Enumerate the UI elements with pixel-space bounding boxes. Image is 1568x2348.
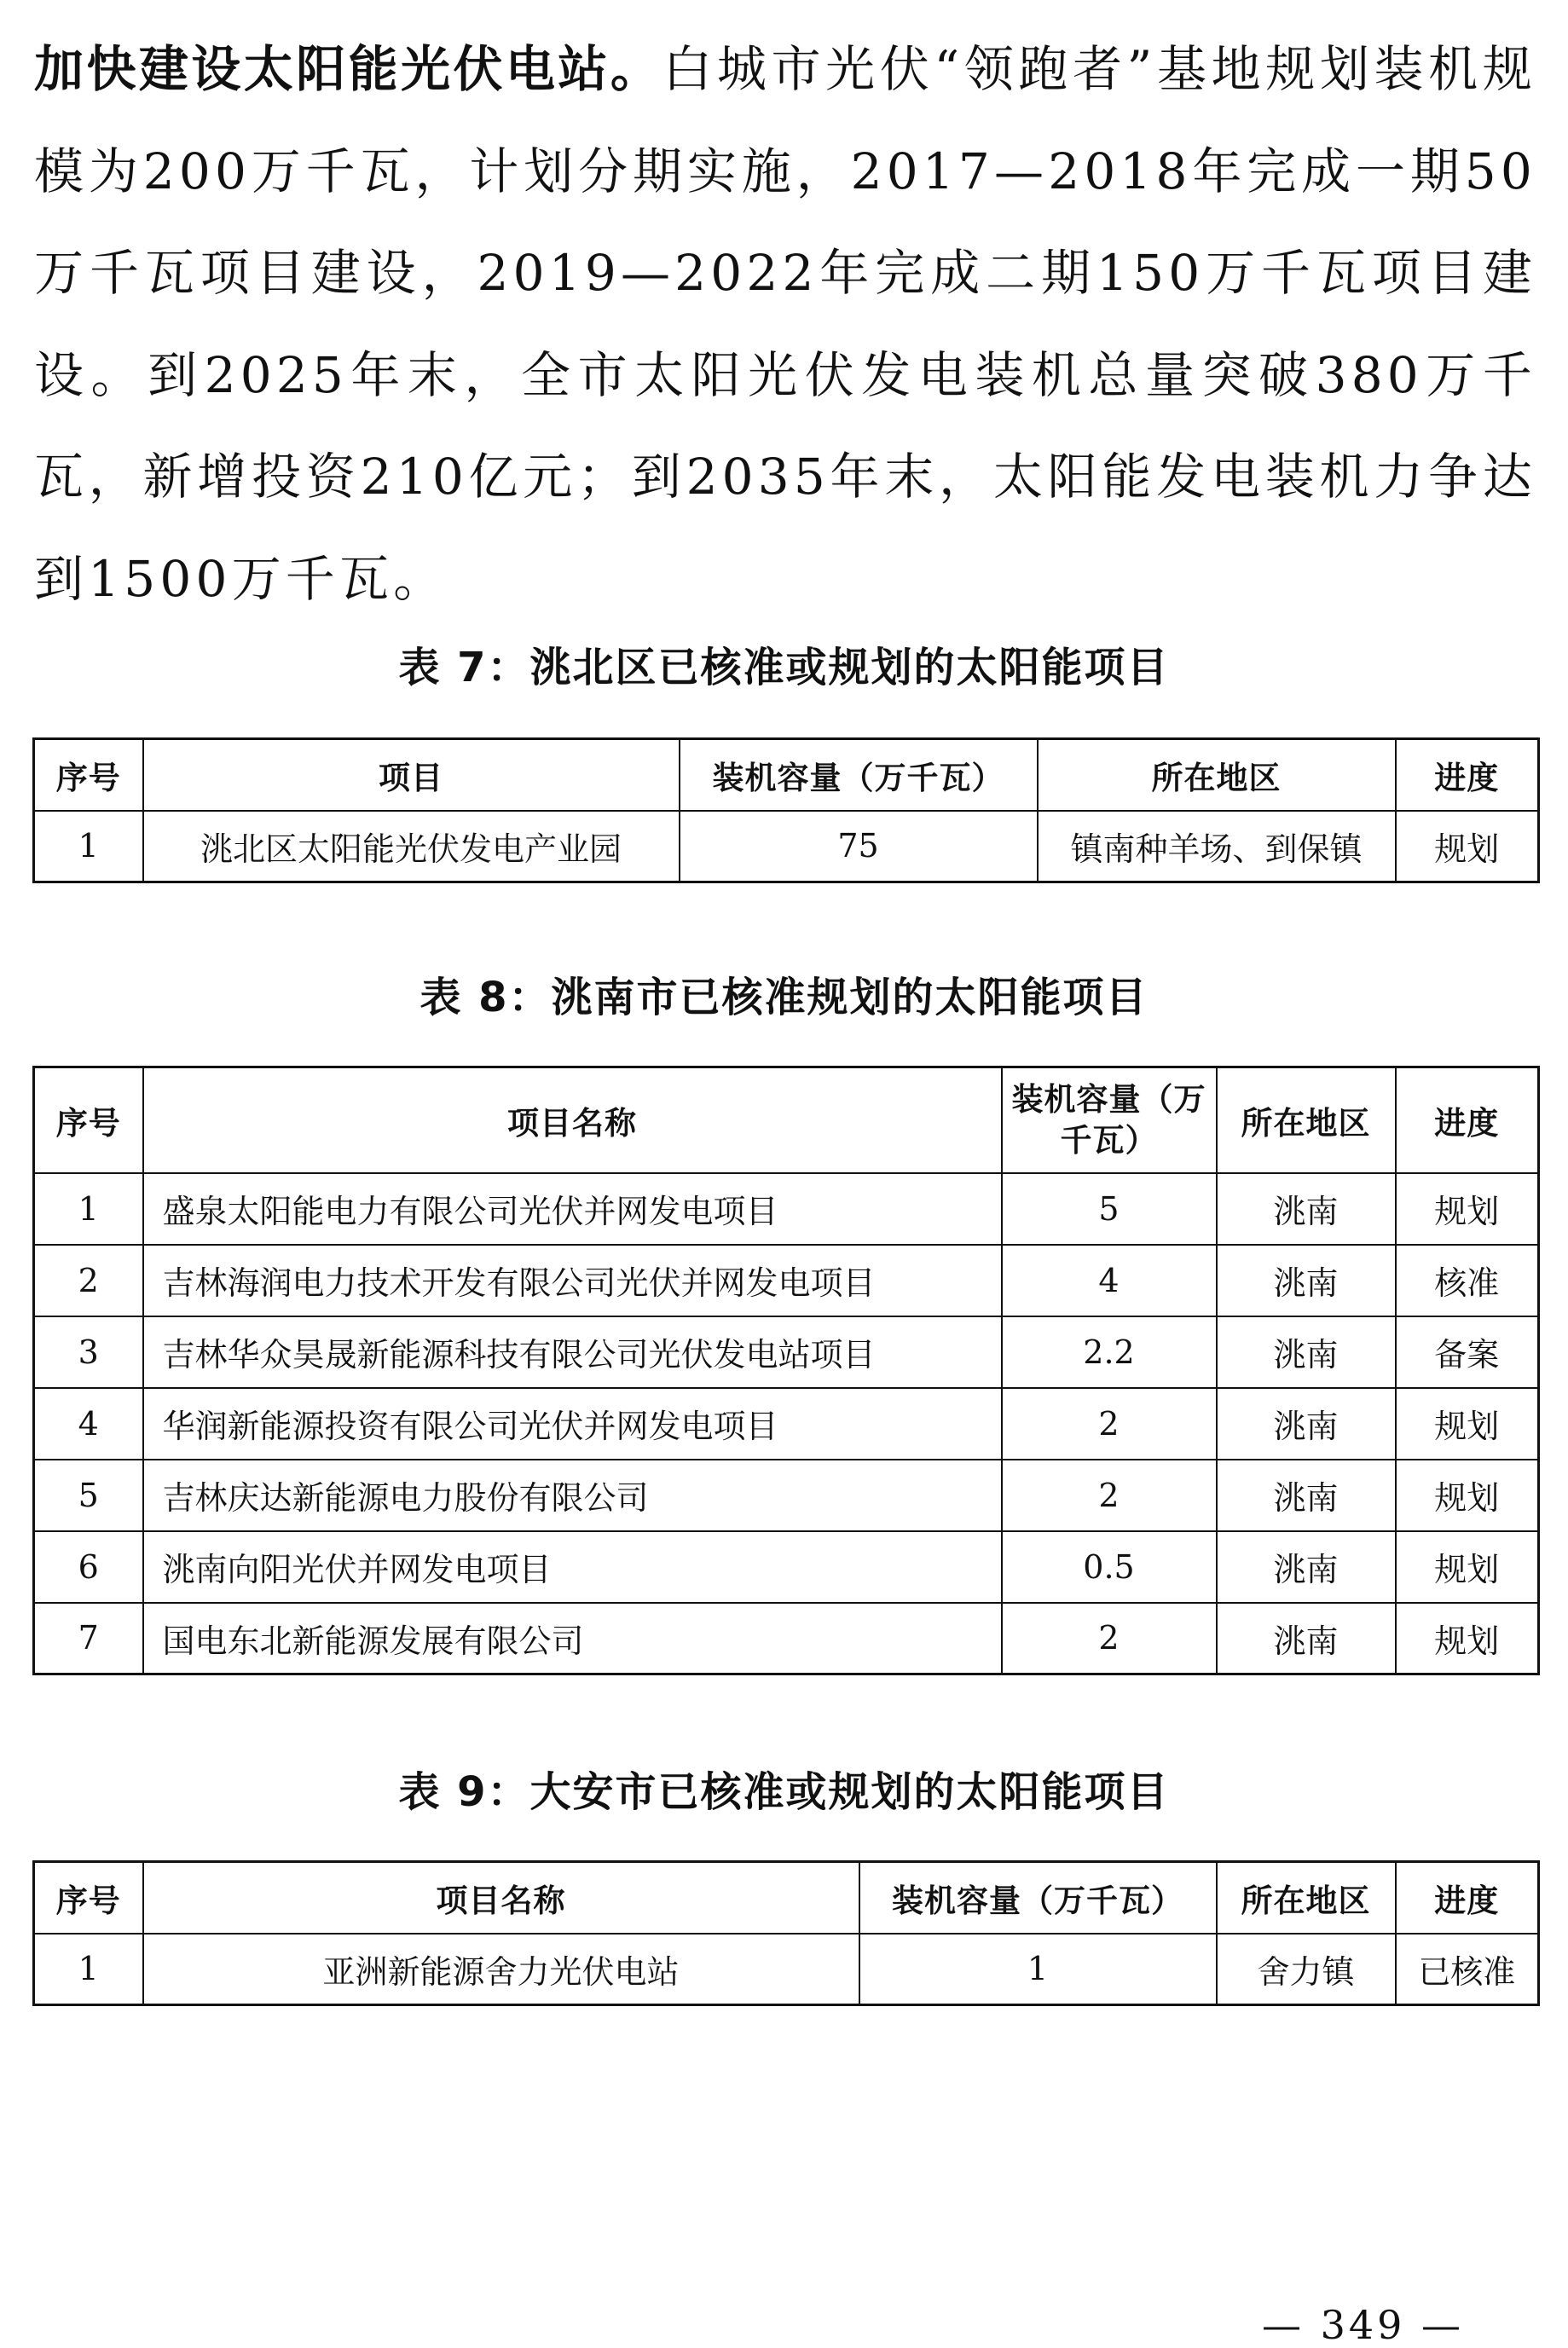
table-cell: 舍力镇 [1217,1934,1396,2005]
table9-caption: 表 9：大安市已核准或规划的太阳能项目 [398,1768,1170,1816]
table-cell: 3 [34,1316,143,1388]
table-cell: 备案 [1396,1316,1539,1388]
table-row [34,811,1539,882]
table-row [34,1603,1539,1674]
table-cell: 吉林海润电力技术开发有限公司光伏并网发电项目 [143,1245,1002,1316]
table-row [34,1388,1539,1460]
table7-header-cell: 进度 [1396,739,1539,811]
table-cell: 7 [34,1603,143,1674]
table9-header-cell: 项目名称 [143,1862,859,1934]
table-cell: 2 [34,1245,143,1316]
table-cell: 洮南 [1217,1245,1396,1316]
table7-header-cell: 所在地区 [1038,739,1396,811]
table7-header-row [34,739,1539,811]
table-cell: 核准 [1396,1245,1539,1316]
table-cell: 1 [859,1934,1217,2005]
table9 [32,1860,1540,2006]
table-cell: 2.2 [1002,1316,1217,1388]
intro-paragraph [34,19,1536,630]
table-cell: 规划 [1396,1603,1539,1674]
table-cell: 规划 [1396,1388,1539,1460]
page-number: — 349 — [1262,2302,1465,2348]
table-cell: 洮南 [1217,1603,1396,1674]
table9-header-row [34,1862,1539,1934]
table-cell: 2 [1002,1460,1217,1531]
table-cell: 2 [1002,1388,1217,1460]
table7-header-cell: 项目 [143,739,680,811]
table-cell: 规划 [1396,1531,1539,1603]
table-cell: 5 [1002,1173,1217,1245]
table-cell: 洮北区太阳能光伏发电产业园 [143,811,680,882]
table-cell: 洮南 [1217,1388,1396,1460]
table-row [34,1173,1539,1245]
table8 [32,1066,1540,1675]
table7-header-cell: 序号 [34,739,143,811]
table-cell: 规划 [1396,811,1539,882]
table9-header-cell: 序号 [34,1862,143,1934]
table-cell: 洮南 [1217,1173,1396,1245]
table7-caption: 表 7：洮北区已核准或规划的太阳能项目 [398,644,1170,691]
table-cell: 已核准 [1396,1934,1539,2005]
table-cell: 1 [34,1173,143,1245]
table-cell: 规划 [1396,1173,1539,1245]
table-cell: 6 [34,1531,143,1603]
table-cell: 洮南 [1217,1316,1396,1388]
table-cell: 吉林华众昊晟新能源科技有限公司光伏发电站项目 [143,1316,1002,1388]
table-cell: 洮南向阳光伏并网发电项目 [143,1531,1002,1603]
paragraph-body: 白城市光伏“领跑者”基地规划装机规模为200万千瓦，计划分期实施，2017—2018年完成一期50万千瓦项目建设，2019—2022年完成二期150万千瓦项目建设。到2025年末，全市太阳光伏发电装机总量突破380万千瓦，新增投资210亿元；到2035年末，太阳能发电装机力争达到1500万千瓦。 [34,40,1536,608]
table-row [34,1316,1539,1388]
table-cell: 4 [1002,1245,1217,1316]
table-cell: 洮南 [1217,1460,1396,1531]
table-cell: 1 [34,811,143,882]
table8-header-cell: 装机容量（万千瓦） [1002,1067,1217,1173]
table8-caption: 表 8：洮南市已核准规划的太阳能项目 [419,974,1149,1021]
table-cell: 盛泉太阳能电力有限公司光伏并网发电项目 [143,1173,1002,1245]
table7-header-cell: 装机容量（万千瓦） [680,739,1038,811]
table8-header-cell: 项目名称 [143,1067,1002,1173]
table-cell: 吉林庆达新能源电力股份有限公司 [143,1460,1002,1531]
table-row [34,1460,1539,1531]
table-cell: 亚洲新能源舍力光伏电站 [143,1934,859,2005]
table-row [34,1245,1539,1316]
table-cell: 镇南种羊场、到保镇 [1038,811,1396,882]
table7 [32,737,1540,883]
table-row [34,1934,1539,2005]
table-cell: 国电东北新能源发展有限公司 [143,1603,1002,1674]
table-cell: 2 [1002,1603,1217,1674]
table-cell: 规划 [1396,1460,1539,1531]
table-cell: 华润新能源投资有限公司光伏并网发电项目 [143,1388,1002,1460]
table-cell: 5 [34,1460,143,1531]
table9-header-cell: 进度 [1396,1862,1539,1934]
table-cell: 75 [680,811,1038,882]
table9-header-cell: 装机容量（万千瓦） [859,1862,1217,1934]
table9-header-cell: 所在地区 [1217,1862,1396,1934]
table8-header-cell: 进度 [1396,1067,1539,1173]
table8-header-cell: 所在地区 [1217,1067,1396,1173]
table-cell: 1 [34,1934,143,2005]
table-row [34,1531,1539,1603]
table-cell: 0.5 [1002,1531,1217,1603]
table-cell: 4 [34,1388,143,1460]
table-cell: 洮南 [1217,1531,1396,1603]
table8-header-cell: 序号 [34,1067,143,1173]
paragraph-lead: 加快建设太阳能光伏电站。 [34,40,663,98]
table8-header-row [34,1067,1539,1173]
